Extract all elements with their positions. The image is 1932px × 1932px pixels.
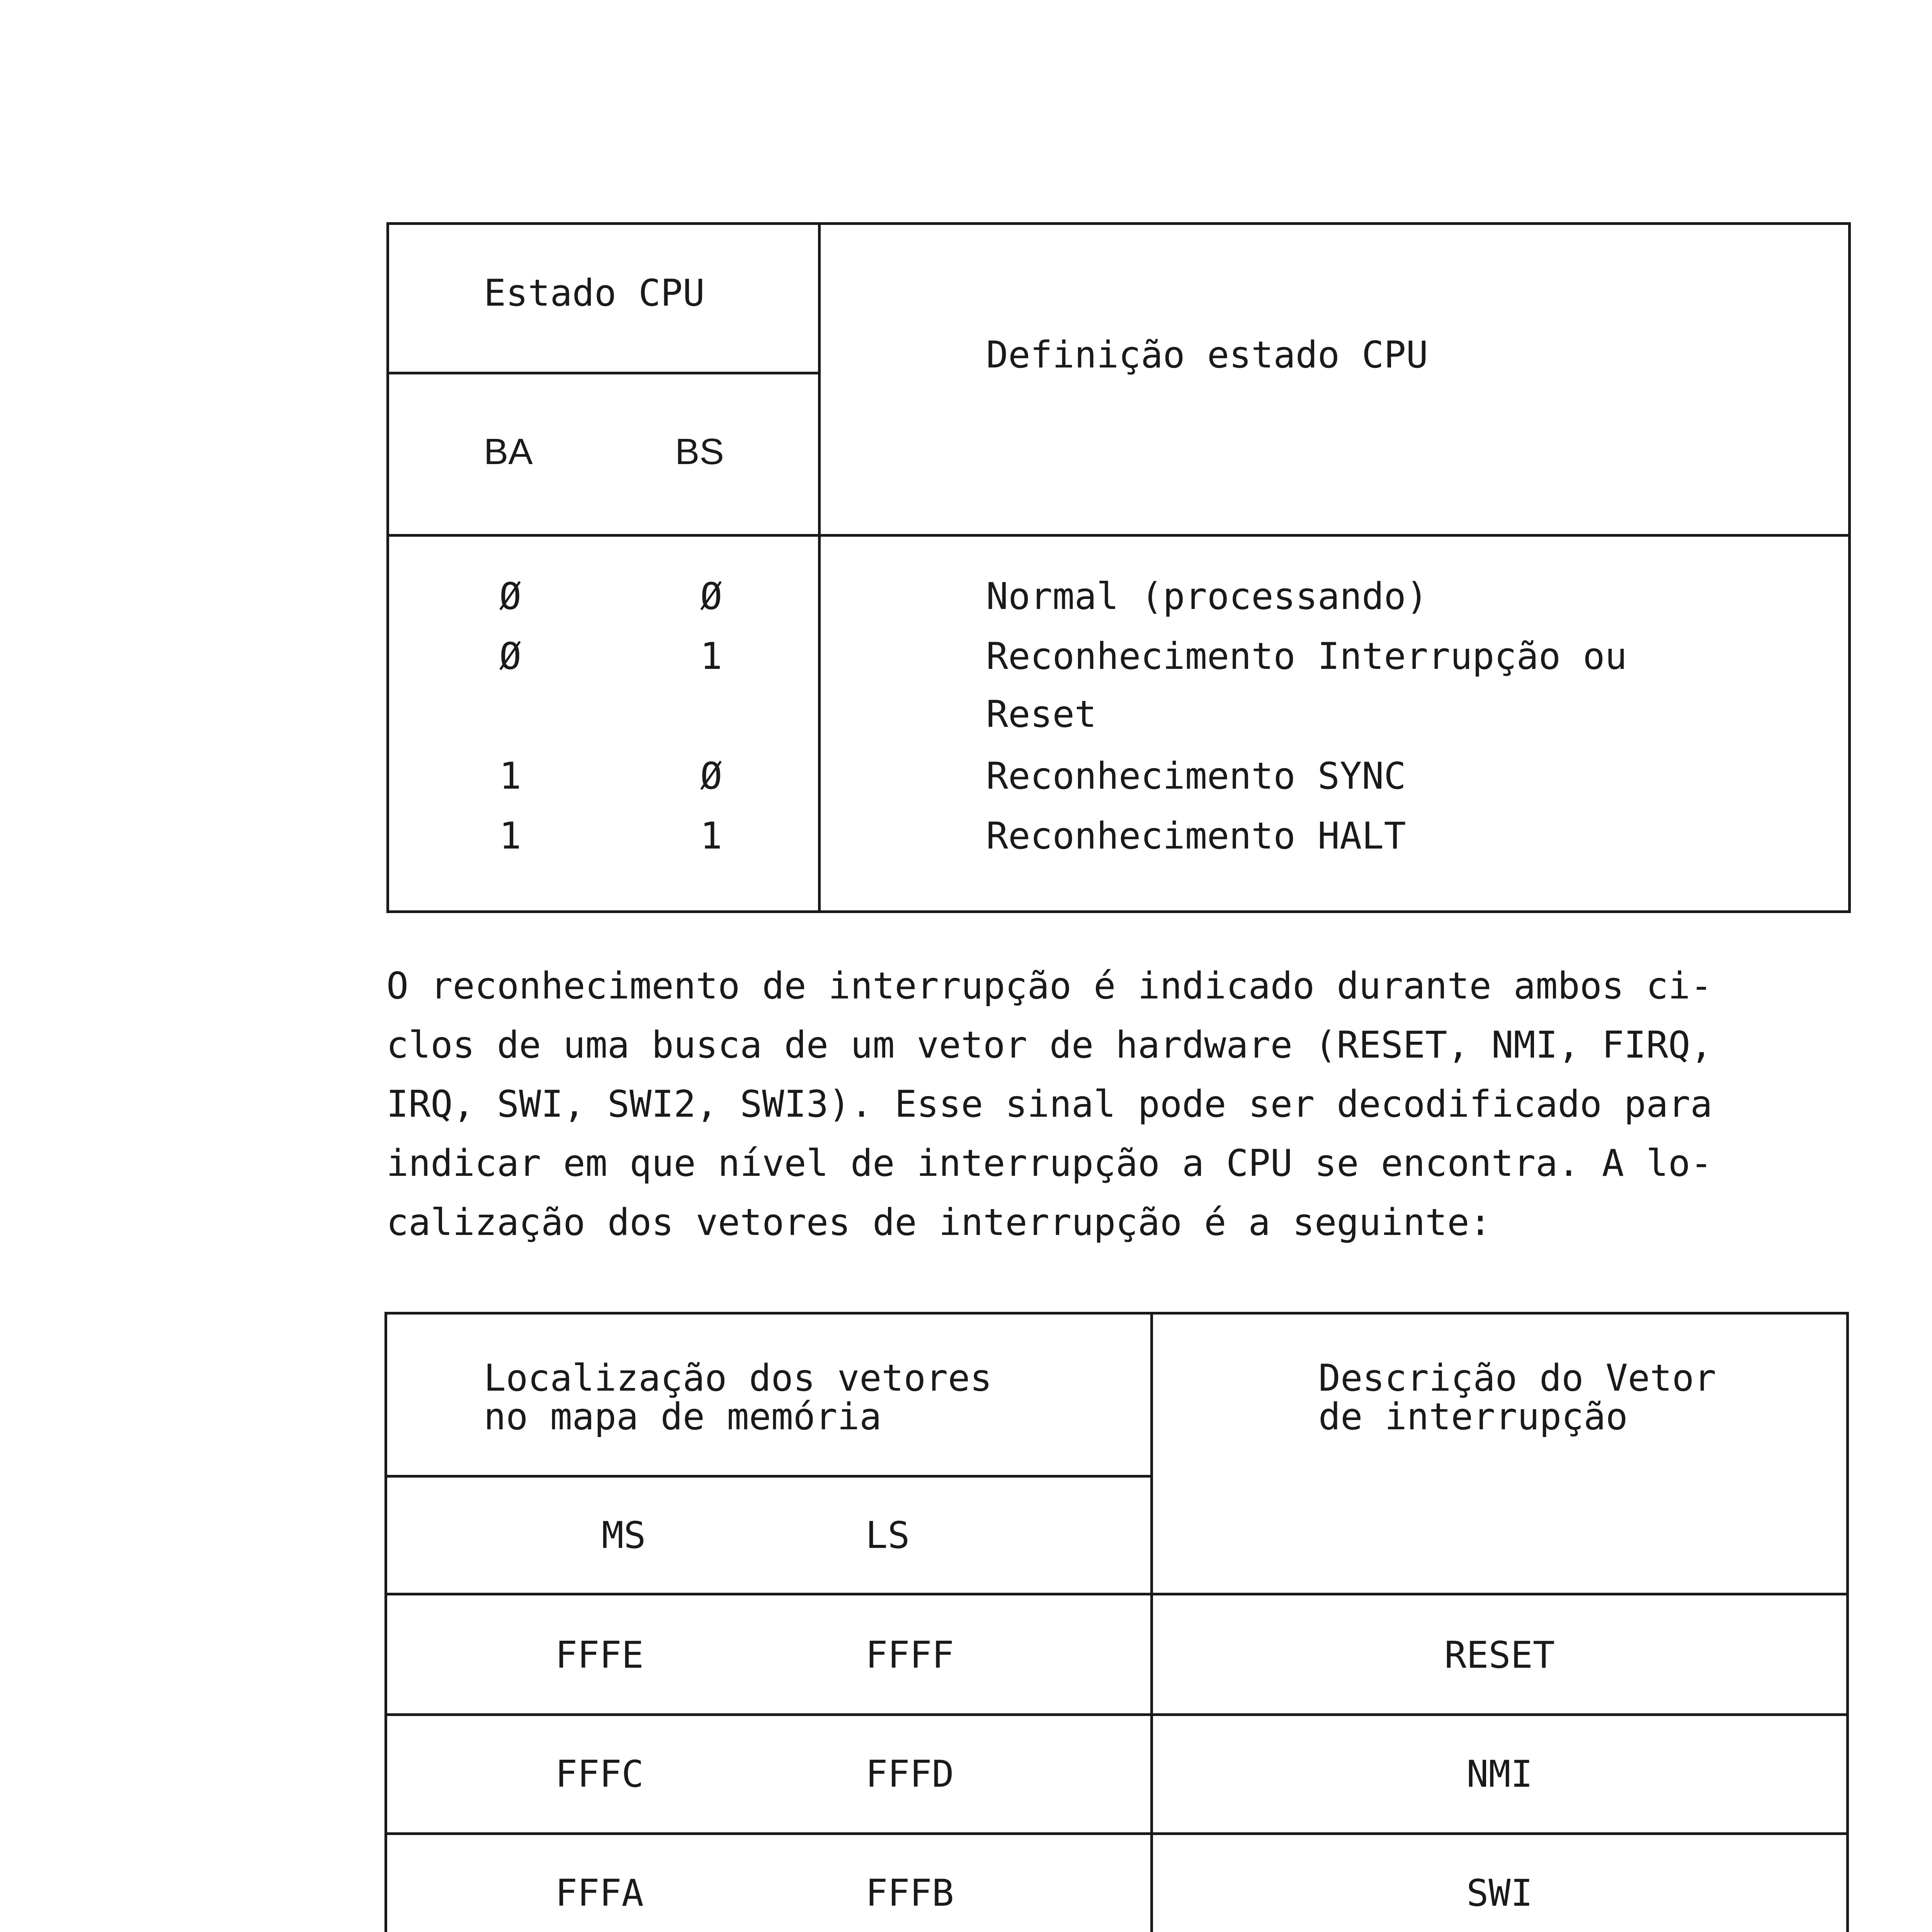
cell-definition: Normal (processando) [986, 575, 1428, 618]
paragraph-line: indicar em que nível de interrupção a CPU se encontra. A lo- [386, 1142, 1713, 1185]
paragraph-line: O reconhecimento de interrupção é indicado durante ambos ci- [386, 965, 1713, 1007]
cell-vector-description: SWI [1466, 1872, 1533, 1915]
header-location-line2: no mapa de memória [484, 1396, 882, 1438]
cell-ls: FFFF [866, 1634, 954, 1677]
table-divider [387, 1475, 1150, 1478]
cpu-state-table [386, 222, 1851, 913]
cell-vector-description: RESET [1444, 1634, 1555, 1677]
cell-definition: Reconhecimento SYNC [986, 755, 1406, 798]
cell-ms: FFFC [555, 1753, 644, 1796]
header-bs: BS [675, 431, 724, 472]
cell-definition: Reset [986, 693, 1097, 736]
table-divider [818, 225, 821, 910]
paragraph-line: clos de uma busca de um vetor de hardware (RESET, NMI, FIRQ, [386, 1024, 1713, 1066]
cell-bs: 1 [700, 635, 723, 678]
table-divider [389, 534, 1848, 537]
table-divider [389, 372, 818, 374]
cell-ba: Ø [499, 635, 522, 678]
cell-ba: Ø [499, 575, 522, 618]
header-estado-cpu: Estado CPU [484, 272, 705, 315]
cell-bs: Ø [700, 755, 723, 798]
table-divider [387, 1832, 1846, 1835]
header-description-line1: Descrição do Vetor [1318, 1357, 1716, 1400]
interrupt-vector-table [384, 1312, 1849, 1932]
cell-definition: Reconhecimento HALT [986, 815, 1406, 857]
cell-definition: Reconhecimento Interrupção ou [986, 635, 1627, 678]
paragraph-line: IRQ, SWI, SWI2, SWI3). Esse sinal pode ser decodificado para [386, 1083, 1713, 1126]
table-divider [387, 1593, 1846, 1595]
cell-bs: 1 [700, 815, 723, 857]
table-divider [1150, 1315, 1153, 1932]
header-definicao: Definição estado CPU [986, 334, 1428, 376]
header-description-line2: de interrupção [1318, 1396, 1628, 1438]
cell-bs: Ø [700, 575, 723, 618]
cell-ms: FFFE [555, 1634, 644, 1677]
header-ms: MS [602, 1514, 646, 1557]
cell-ms: FFFA [555, 1872, 644, 1915]
paragraph-line: calização dos vetores de interrupção é a seguinte: [386, 1201, 1492, 1244]
header-ls: LS [866, 1514, 910, 1557]
table-divider [387, 1713, 1846, 1716]
cell-ba: 1 [499, 815, 522, 857]
header-location-line1: Localização dos vetores [484, 1357, 992, 1400]
cell-vector-description: NMI [1466, 1753, 1533, 1796]
cell-ls: FFFD [866, 1753, 954, 1796]
header-ba: BA [484, 431, 533, 472]
cell-ls: FFFB [866, 1872, 954, 1915]
cell-ba: 1 [499, 755, 522, 798]
